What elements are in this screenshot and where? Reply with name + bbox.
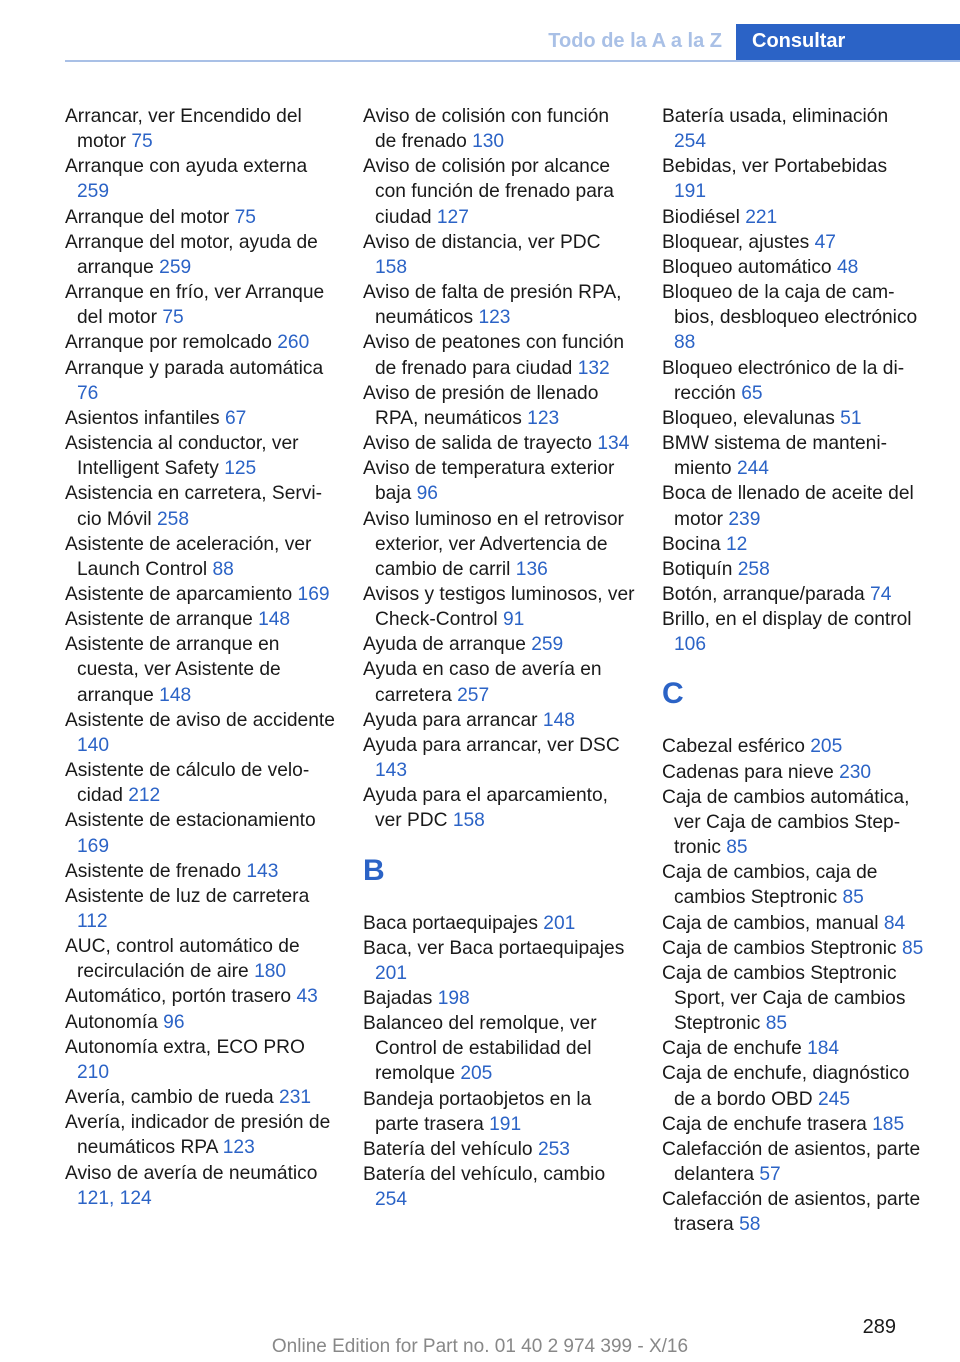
index-entry — [363, 733, 635, 783]
page-reference-link[interactable]: 180 — [254, 961, 287, 983]
index-term: Cabezal esférico — [662, 736, 805, 758]
index-term: Bandeja portaobjetos en la parte trasera — [363, 1088, 592, 1135]
index-entry — [662, 154, 924, 204]
page-reference-link[interactable]: 85 — [901, 937, 924, 959]
index-term: BMW sistema de mantenimiento — [662, 433, 887, 480]
page-reference-link[interactable]: 198 — [437, 988, 470, 1009]
index-entry — [363, 1137, 635, 1162]
index-entry — [65, 1035, 337, 1085]
index-entry — [363, 657, 635, 707]
index-entry — [65, 859, 337, 884]
index-term: Aviso de salida de trayecto — [363, 433, 592, 455]
page-reference-link[interactable]: 123 — [478, 307, 511, 329]
index-column-3 — [662, 104, 924, 1238]
index-term: Asistente de aparcamiento — [65, 583, 293, 605]
index-entry — [363, 936, 635, 986]
index-entry — [662, 1061, 924, 1111]
page-reference-link[interactable]: 258 — [737, 558, 770, 580]
index-entry — [363, 708, 635, 733]
index-term: Botiquín — [662, 558, 733, 580]
header-rule — [65, 60, 960, 62]
index-term: Arranque del motor — [65, 206, 230, 228]
page-reference-link[interactable]: 51 — [840, 407, 862, 429]
page-reference-link[interactable]: 75 — [131, 131, 153, 153]
index-term: Ayuda para arrancar, ver DSC — [363, 734, 620, 756]
index-entry — [65, 1161, 337, 1211]
index-term: Autonomía — [65, 1011, 158, 1033]
page-reference-link[interactable]: 123 — [527, 407, 560, 429]
index-entry — [363, 456, 635, 506]
index-term: Asistente de frenado — [65, 860, 242, 882]
index-entry — [65, 205, 337, 230]
index-term: Asistente de luz de carretera — [65, 885, 310, 907]
index-entry — [363, 230, 635, 280]
page-reference-link[interactable]: 191 — [674, 181, 707, 203]
edition-footer: Online Edition for Part no. 01 40 2 974 399 - X/16 — [271, 1336, 689, 1357]
index-term: Arranque y parada automática — [65, 357, 324, 379]
index-entry — [65, 406, 337, 431]
page-reference-link[interactable]: 130 — [472, 131, 505, 153]
index-term: Balanceo del remolque, ver Control de estabilidad del remolque — [363, 1013, 597, 1085]
index-entry — [65, 230, 337, 280]
page-reference-link[interactable]: 260 — [277, 332, 310, 354]
index-term: Caja de enchufe — [662, 1038, 802, 1060]
page-reference-link[interactable]: 76 — [77, 382, 99, 404]
index-entry — [662, 532, 924, 557]
index-term: Caja de cambios Steptronic Sport, ver Caja de cambios Steptronic — [662, 962, 906, 1035]
index-entry — [662, 431, 924, 481]
index-entry — [662, 557, 924, 582]
page-reference-link[interactable]: 85 — [765, 1013, 788, 1035]
page-reference-link[interactable]: 132 — [577, 357, 610, 379]
page-reference-link[interactable]: 239 — [728, 508, 761, 530]
index-term: Caja de cambios, caja de cambios Steptronic — [662, 862, 878, 909]
index-entry — [65, 356, 337, 406]
page-reference-link[interactable]: 143 — [375, 760, 408, 782]
page-reference-link[interactable]: 136 — [515, 558, 548, 580]
page-reference-link[interactable]: 158 — [375, 256, 408, 278]
index-term: Asistente de cálculo de velocidad — [65, 760, 310, 807]
index-entry — [662, 860, 924, 910]
index-entry — [65, 104, 337, 154]
page-reference-link[interactable]: 230 — [839, 761, 872, 783]
page-reference-link[interactable]: 254 — [674, 131, 707, 153]
index-term: Aviso de temperatura exterior baja — [363, 458, 615, 505]
page-reference-link[interactable]: 148 — [542, 709, 575, 731]
index-entry — [65, 280, 337, 330]
index-entry — [363, 632, 635, 657]
page-reference-link[interactable]: 169 — [297, 583, 330, 605]
index-entry — [363, 280, 635, 330]
index-entry — [65, 1085, 337, 1110]
index-entry — [662, 961, 924, 1036]
index-entry — [65, 984, 337, 1009]
index-entry — [662, 280, 924, 355]
index-term: Aviso de colisión por alcance con función de frenado para ciudad — [363, 156, 614, 228]
section-letter: C — [662, 677, 684, 711]
page-reference-link[interactable]: 259 — [531, 634, 564, 656]
index-term: Calefacción de asientos, parte delantera — [662, 1138, 921, 1186]
index-term: Baca portaequipajes — [363, 912, 538, 934]
index-entry — [65, 758, 337, 808]
index-entry — [65, 330, 337, 355]
page-reference-link[interactable]: 185 — [872, 1113, 905, 1135]
index-term: AUC, control automático de recirculación de aire — [65, 936, 300, 983]
page-reference-link[interactable]: 140 — [77, 734, 110, 756]
page-reference-link[interactable]: 75 — [162, 307, 184, 329]
page-reference-link[interactable]: 205 — [810, 736, 843, 758]
index-entry — [363, 582, 635, 632]
index-term: Brillo, en el display de control — [662, 609, 912, 631]
index-column-2 — [363, 104, 635, 1212]
page-reference-link[interactable]: 205 — [460, 1063, 493, 1085]
index-entry — [662, 104, 924, 154]
index-term: Bocina — [662, 533, 721, 555]
page-reference-link[interactable]: 221 — [745, 206, 778, 228]
index-term: Arranque en frío, ver Arranque del motor — [65, 282, 325, 329]
index-term: Arranque con ayuda externa — [65, 156, 308, 178]
index-term: Automático, portón trasero — [65, 986, 292, 1008]
index-entry — [662, 481, 924, 531]
page-reference-link[interactable]: 84 — [883, 912, 906, 934]
index-entry — [662, 760, 924, 785]
page-reference-link[interactable]: 85 — [842, 887, 864, 909]
index-entry — [65, 934, 337, 984]
index-entry — [65, 884, 337, 934]
page-reference-link[interactable]: 184 — [807, 1038, 840, 1060]
section-tab: Todo de la A a la Z — [548, 30, 722, 52]
index-entry — [662, 607, 924, 657]
index-term: Aviso de colisión con función de frenado — [363, 106, 610, 153]
page-reference-link[interactable]: 91 — [502, 609, 525, 631]
index-entry — [662, 1036, 924, 1061]
index-term: Caja de cambios Steptronic — [662, 937, 897, 959]
index-term: Asistente de arranque — [65, 609, 253, 631]
index-term: Bloqueo electrónico de la dirección — [662, 357, 905, 404]
index-term: Ayuda para arrancar — [363, 709, 538, 731]
page-reference-link[interactable]: 143 — [246, 860, 279, 882]
page-reference-link[interactable]: 259 — [159, 256, 192, 278]
page-reference-link[interactable]: 125 — [224, 458, 257, 480]
page-reference-link[interactable]: 169 — [77, 835, 110, 857]
index-term: Aviso de avería de neumático — [65, 1162, 318, 1184]
index-entry — [363, 911, 635, 936]
index-entry — [65, 154, 337, 204]
index-term: Bloqueo automático — [662, 256, 832, 278]
index-term: Autonomía extra, ECO PRO — [65, 1036, 305, 1058]
page-reference-link[interactable]: 43 — [296, 986, 318, 1008]
index-term: Asistente de aviso de accidente — [65, 709, 335, 731]
page-reference-link[interactable]: 148 — [258, 609, 291, 631]
page-reference-link[interactable]: 106 — [674, 634, 707, 656]
index-entry — [662, 936, 924, 961]
page-header — [65, 24, 960, 62]
index-term: Avería, cambio de rueda — [65, 1087, 274, 1109]
page-reference-link[interactable]: 158 — [452, 810, 485, 832]
page-reference-link[interactable]: 258 — [156, 508, 189, 530]
index-term: Biodiésel — [662, 206, 740, 228]
index-term: Bloqueo de la caja de cambios, desbloqueo electrónico — [662, 282, 918, 329]
index-entry — [662, 255, 924, 280]
index-term: Bloqueo, elevalunas — [662, 407, 835, 429]
index-entry — [363, 154, 635, 229]
page-reference-link[interactable]: 48 — [836, 256, 859, 278]
index-term: Arranque por remolcado — [65, 332, 272, 354]
index-entry — [65, 582, 337, 607]
index-term: Aviso de falta de presión RPA, neumáticos — [363, 282, 622, 329]
index-term: Caja de enchufe trasera — [662, 1113, 867, 1135]
page-reference-link[interactable]: 96 — [163, 1011, 185, 1033]
index-entry — [662, 205, 924, 230]
index-term: Avería, indicador de presión de neumáticos RPA — [65, 1112, 331, 1159]
index-term: Asistente de arranque en cuesta, ver Asistente de arranque — [65, 634, 281, 706]
index-entry — [363, 431, 635, 456]
page-reference-link[interactable]: 201 — [375, 962, 408, 984]
index-term: Batería usada, eliminación — [662, 106, 889, 127]
page-reference-link[interactable]: 127 — [436, 206, 469, 228]
index-entry — [662, 911, 924, 936]
index-entry — [363, 381, 635, 431]
index-term: Caja de enchufe, diagnóstico de a bordo OBD — [662, 1063, 910, 1110]
index-entry — [662, 230, 924, 255]
index-term: Arranque del motor, ayuda de arranque — [65, 231, 318, 278]
index-entry — [363, 1087, 635, 1137]
index-term: Asistencia al conductor, ver Intelligent Safety — [65, 433, 299, 480]
index-entry — [65, 708, 337, 758]
index-term: Ayuda de arranque — [363, 634, 526, 656]
index-term: Cadenas para nieve — [662, 761, 834, 783]
index-column-1 — [65, 104, 337, 1211]
index-entry — [662, 406, 924, 431]
index-entry — [363, 1011, 635, 1086]
index-term: Caja de cambios automática, ver Caja de cambios Steptronic — [662, 786, 910, 859]
page-reference-link[interactable]: 65 — [741, 382, 763, 404]
index-term: Bebidas, ver Portabebidas — [662, 156, 888, 178]
index-entry — [662, 582, 924, 607]
page-reference-link[interactable]: 134 — [597, 433, 630, 455]
page-reference-link[interactable]: 74 — [870, 583, 892, 605]
page-reference-link[interactable]: 254 — [375, 1189, 408, 1211]
page-reference-link[interactable]: 253 — [537, 1138, 570, 1160]
page-reference-link[interactable]: 67 — [225, 407, 247, 429]
page-reference-link[interactable]: 148 — [159, 684, 192, 706]
index-entry — [65, 532, 337, 582]
index-term: Bajadas — [363, 988, 433, 1009]
page-reference-link[interactable]: 47 — [814, 231, 836, 253]
index-entry — [662, 1112, 924, 1137]
index-entry — [363, 1162, 635, 1212]
index-term: Ayuda para el aparcamiento, ver PDC — [363, 785, 608, 832]
index-term: Asientos infantiles — [65, 407, 220, 429]
index-entry — [662, 1137, 924, 1187]
page-reference-link[interactable]: 12 — [726, 533, 748, 555]
index-term: Avisos y testigos luminosos, ver Check-Control — [363, 583, 635, 631]
page-reference-link[interactable]: 201 — [543, 912, 576, 934]
page-reference-link[interactable]: 96 — [416, 483, 438, 505]
index-entry — [363, 507, 635, 582]
page-reference-link[interactable]: 57 — [759, 1164, 781, 1186]
index-entry — [65, 481, 337, 531]
page-reference-link[interactable]: 123 — [222, 1137, 255, 1159]
index-term: Aviso de peatones con función de frenado para ciudad — [363, 332, 624, 379]
index-term: Batería del vehículo, cambio — [363, 1164, 606, 1186]
index-entry — [65, 808, 337, 858]
index-term: Asistente de aceleración, ver Launch Control — [65, 533, 312, 580]
page-reference-link[interactable]: 231 — [279, 1087, 312, 1109]
index-term: Caja de cambios, manual — [662, 912, 879, 934]
page-reference-link[interactable]: 75 — [234, 206, 256, 228]
index-term: Aviso de presión de llenado RPA, neumáticos — [363, 382, 599, 429]
page-reference-link[interactable]: 121, 124 — [77, 1187, 152, 1209]
page-number: 289 — [862, 1316, 896, 1338]
index-entry — [363, 104, 635, 154]
index-term: Baca, ver Baca portaequipajes — [363, 937, 625, 959]
page-reference-link[interactable]: 88 — [212, 558, 234, 580]
index-entry — [65, 431, 337, 481]
chapter-tab: Consultar — [736, 24, 960, 62]
index-term: Asistencia en carretera, Servicio Móvil — [65, 483, 322, 530]
index-entry — [363, 330, 635, 380]
index-term: Bloquear, ajustes — [662, 231, 810, 253]
page-reference-link[interactable]: 112 — [77, 911, 108, 932]
index-term: Arrancar, ver Encendido del motor — [65, 106, 302, 153]
page-reference-link[interactable]: 259 — [77, 181, 110, 203]
page-reference-link[interactable]: 212 — [128, 785, 161, 807]
page-reference-link[interactable]: 257 — [457, 684, 490, 706]
index-term: Asistente de estacionamiento — [65, 810, 316, 832]
index-entry — [662, 734, 924, 759]
index-entry — [662, 356, 924, 406]
section-letter: B — [363, 853, 385, 887]
index-entry — [363, 986, 635, 1011]
index-term: Ayuda en caso de avería en carretera — [363, 659, 602, 706]
index-entry — [662, 785, 924, 860]
page-reference-link[interactable]: 85 — [726, 837, 748, 859]
index-term: Boca de llenado de aceite del motor — [662, 483, 914, 530]
index-entry — [662, 1187, 924, 1237]
page-reference-link[interactable]: 245 — [818, 1088, 851, 1110]
index-entry — [65, 607, 337, 632]
index-entry — [65, 1010, 337, 1035]
page-reference-link[interactable]: 244 — [736, 458, 769, 480]
page-reference-link[interactable]: 191 — [489, 1113, 522, 1135]
index-term: Batería del vehículo — [363, 1138, 533, 1160]
index-entry — [65, 1110, 337, 1160]
index-term: Aviso de distancia, ver PDC — [363, 231, 601, 253]
page-reference-link[interactable]: 58 — [739, 1214, 761, 1236]
index-entry — [65, 632, 337, 707]
index-term: Calefacción de asientos, parte trasera — [662, 1189, 921, 1236]
page-reference-link[interactable]: 210 — [77, 1061, 110, 1083]
page-reference-link[interactable]: 88 — [674, 332, 696, 354]
index-entry — [363, 783, 635, 833]
index-term: Botón, arranque/parada — [662, 583, 865, 605]
index-term: Aviso luminoso en el retrovisor exterior, ver Advertencia de cambio de carril — [363, 508, 624, 580]
